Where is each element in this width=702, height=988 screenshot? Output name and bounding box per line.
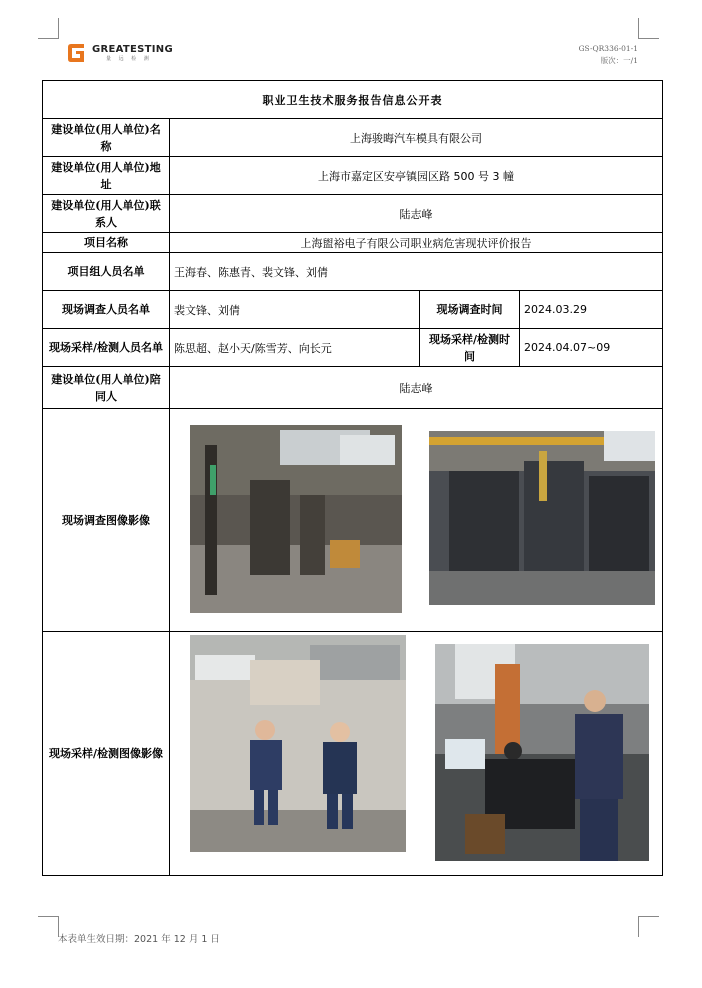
unit-name-label: 建设单位(用人单位)名称 (43, 119, 170, 157)
survey-time-label: 现场调查时间 (420, 291, 520, 329)
table-row (43, 233, 663, 253)
document-number-block (579, 43, 638, 67)
title-row (43, 81, 663, 119)
crop-mark-top-left (38, 18, 59, 39)
sampling-photo-staff (190, 635, 406, 852)
escort-value: 陆志峰 (170, 367, 663, 409)
unit-address-value: 上海市嘉定区安亭镇园区路 500 号 3 幢 (170, 157, 663, 195)
effective-date: 本表单生效日期：2021 年 12 月 1 日 (58, 934, 220, 945)
page-title: 职业卫生技术服务报告信息公开表 (43, 81, 663, 119)
survey-images-label: 现场调查图像影像 (43, 409, 170, 632)
sampling-time-label: 现场采样/检测时间 (420, 329, 520, 367)
crop-mark-bottom-right (638, 916, 659, 937)
survey-photo-machines (429, 431, 655, 605)
escort-label: 建设单位(用人单位)陪同人 (43, 367, 170, 409)
table-row (43, 195, 663, 233)
sampling-photo-testing (435, 644, 649, 861)
document-number: GS-QR336-01-1 (578, 44, 638, 53)
project-name-value: 上海盥裕电子有限公司职业病危害现状评价报告 (170, 233, 663, 253)
survey-staff-label: 现场调查人员名单 (43, 291, 170, 329)
table-row (43, 253, 663, 291)
logo-mark-icon (66, 43, 88, 63)
survey-photo-workshop (190, 425, 402, 613)
contact-label: 建设单位(用人单位)联系人 (43, 195, 170, 233)
survey-staff-value: 裴文锋、刘倩 (170, 291, 420, 329)
logo-brand-text: GREATESTING (92, 43, 173, 55)
survey-time-value: 2024.03.29 (520, 291, 663, 329)
table-row (43, 329, 663, 367)
sampling-time-value: 2024.04.07~09 (520, 329, 663, 367)
sampling-images-cell (170, 632, 663, 876)
table-row (43, 291, 663, 329)
document-version: 版次：一/1 (600, 56, 638, 65)
table-row (43, 157, 663, 195)
table-row (43, 119, 663, 157)
sampling-staff-value: 陈思超、赵小天/陈雪芳、向长元 (170, 329, 420, 367)
info-table (42, 80, 663, 876)
sampling-images-label: 现场采样/检测图像影像 (43, 632, 170, 876)
sampling-staff-label: 现场采样/检测人员名单 (43, 329, 170, 367)
team-value: 王海春、陈惠青、裴文锋、刘倩 (170, 253, 663, 291)
survey-images-cell (170, 409, 663, 632)
company-logo (66, 42, 173, 64)
logo-sub-text: 量 远 检 测 (106, 55, 152, 62)
unit-name-value: 上海骏晦汽车模具有限公司 (170, 119, 663, 157)
contact-value: 陆志峰 (170, 195, 663, 233)
team-label: 项目组人员名单 (43, 253, 170, 291)
project-name-label: 项目名称 (43, 233, 170, 253)
crop-mark-bottom-left (38, 916, 59, 937)
table-row (43, 409, 663, 632)
unit-address-label: 建设单位(用人单位)地址 (43, 157, 170, 195)
table-row (43, 632, 663, 876)
table-row (43, 367, 663, 409)
crop-mark-top-right (638, 18, 659, 39)
